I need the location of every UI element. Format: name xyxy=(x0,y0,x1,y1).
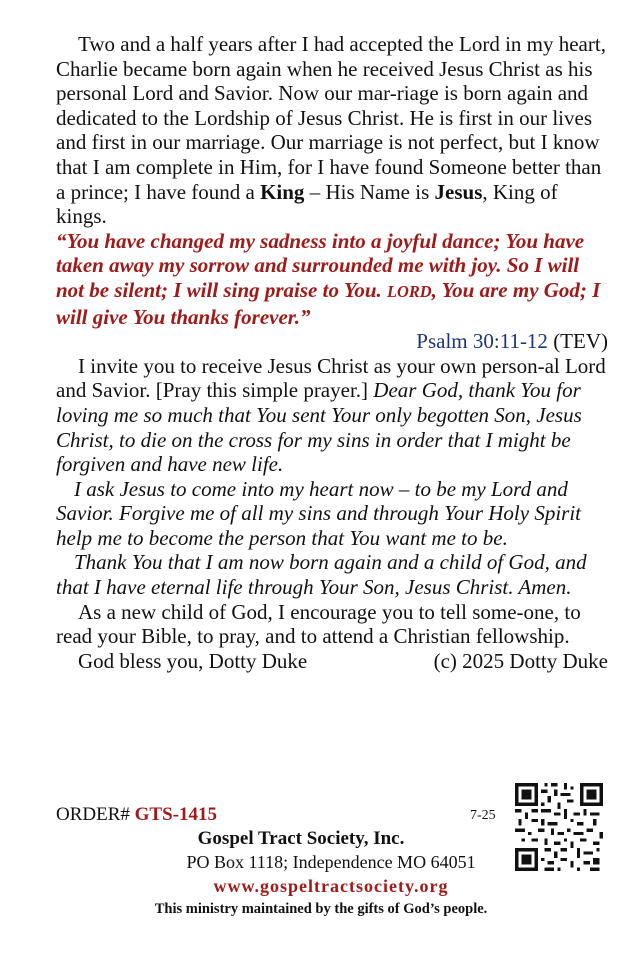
blessing-line: God bless you, Dotty Duke xyxy=(78,648,308,673)
signature-row xyxy=(56,649,608,674)
prayer-part-3: Thank You that I am now born again and a child of God, and that I have eternal life through Your Son, Jesus Christ. Amen. xyxy=(56,550,587,600)
organization-website: www.gospeltractsociety.org xyxy=(213,876,449,896)
verse-reference: Psalm 30:11-12 xyxy=(416,329,548,354)
invitation-text: I invite you to receive Jesus Christ as your own person-al Lord and Savior. [Pray this simple prayer.] xyxy=(56,353,606,403)
bible-version: (TEV) xyxy=(547,329,608,354)
tract-footer xyxy=(0,780,642,958)
invitation-paragraph xyxy=(56,354,608,477)
quote-text: “You have changed my sadness into a joyful dance; You have taken away my sorrow and surrounded me with joy. So I will not be silent; I will sing praise to You. xyxy=(56,228,585,302)
qr-code-icon xyxy=(512,780,606,874)
testimony-text-2: – His Name is xyxy=(304,179,435,204)
order-number: GTS-1415 xyxy=(134,804,218,825)
organization-name: Gospel Tract Society, Inc. xyxy=(197,828,405,849)
scripture-reference xyxy=(56,329,608,354)
order-line xyxy=(56,804,217,826)
lord-small-caps: LORD xyxy=(387,281,432,301)
testimony-end: , King of kings. xyxy=(56,179,558,229)
prayer-part-2: I ask Jesus to come into my heart now – to be my Lord and Savior. Forgive me of all my sins and through Your Holy Spirit help me to become the person that You want me to be. xyxy=(56,476,581,550)
date-code: 7-25 xyxy=(470,808,496,823)
ministry-note: This ministry maintained by the gifts of God’s people. xyxy=(154,901,488,917)
quote-end: , You are my God; I will give You thanks forever.” xyxy=(56,277,601,329)
organization-address: PO Box 1118; Independence MO 64051 xyxy=(186,852,476,872)
testimony-paragraph xyxy=(56,32,608,229)
copyright-line: (c) 2025 Dotty Duke xyxy=(433,648,608,673)
testimony-text: Two and a half years after I had accepted the Lord in my heart, Charlie became born again when he received Jesus Christ as his personal Lord and Savior. Now our mar-riage is born again and dedicated to the Lordship of Jesus Christ. He is first in our lives and first in our marriage. Our marriage is not perfect, but I know that I am complete in Him, for I have found Someone better than a prince; I have found a xyxy=(56,32,606,204)
tract-body xyxy=(56,32,608,673)
scripture-quote xyxy=(56,229,608,329)
jesus-word: Jesus xyxy=(434,179,483,204)
king-word: King xyxy=(260,179,305,204)
prayer-part-1: Dear God, thank You for loving me so much that You sent Your only begotten Son, Jesus Christ, to die on the cross for my sins in order that I might be forgiven and have new life. xyxy=(56,378,582,477)
encouragement-paragraph: As a new child of God, I encourage you to tell some-one, to read your Bible, to pray, and to attend a Christian fellowship. xyxy=(56,599,581,649)
order-label: ORDER# xyxy=(56,804,135,825)
